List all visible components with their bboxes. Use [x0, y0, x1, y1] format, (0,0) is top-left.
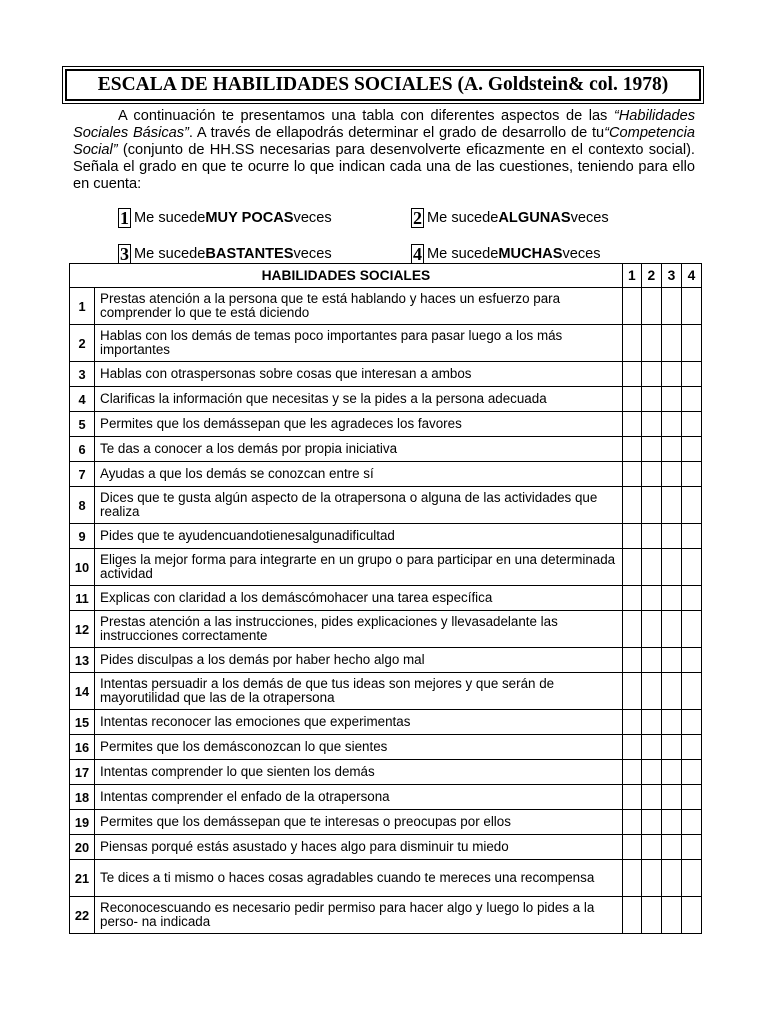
table-row — [70, 611, 702, 648]
row-skill-text: Permites que los demássepan que te interesas o preocupas por ellos — [95, 810, 623, 835]
table-row — [70, 810, 702, 835]
legend-prefix: Me sucede — [134, 246, 206, 262]
score-cell-4[interactable] — [681, 586, 701, 611]
row-skill-text: Dices que te gusta algún aspecto de la otrapersona o alguna de las actividades que realiza — [95, 487, 623, 524]
skills-table — [69, 263, 702, 934]
row-skill-text: Hablas con los demás de temas poco importantes para pasar luego a los más importantes — [95, 325, 623, 362]
row-skill-text: Piensas porqué estás asustado y haces algo para disminuir tu miedo — [95, 835, 623, 860]
score-cell-4[interactable] — [681, 462, 701, 487]
score-cell-4[interactable] — [681, 710, 701, 735]
legend-bold: MUCHAS — [498, 246, 563, 262]
score-cell-1[interactable] — [622, 835, 641, 860]
row-number: 7 — [70, 462, 95, 487]
score-cell-4[interactable] — [681, 897, 701, 934]
table-row — [70, 648, 702, 673]
legend-number: 4 — [413, 244, 422, 264]
score-cell-1[interactable] — [622, 524, 641, 549]
intro-text — [73, 108, 695, 193]
title-text: ESCALA DE HABILIDADES SOCIALES (A. Goldstein& col. 1978) — [97, 74, 669, 95]
score-cell-3[interactable] — [661, 524, 681, 549]
score-cell-2[interactable] — [641, 648, 661, 673]
table-row — [70, 487, 702, 524]
intro-part-3: (conjunto de HH.SS necesarias para desenvolverte eficazmente en el contexto social). Señala el grado en que te ocurre lo que indican cada una de las cuestiones, teniendo para ello en cuenta: — [73, 142, 695, 192]
score-cell-3[interactable] — [661, 735, 681, 760]
score-cell-2[interactable] — [641, 412, 661, 437]
row-number: 4 — [70, 387, 95, 412]
score-cell-3[interactable] — [661, 648, 681, 673]
score-header-3: 3 — [661, 264, 681, 288]
score-cell-1[interactable] — [622, 412, 641, 437]
legend-suffix: veces — [570, 210, 609, 226]
row-skill-text: Pides que te ayudencuandotienesalgunadificultad — [95, 524, 623, 549]
legend-number: 1 — [120, 208, 129, 228]
score-cell-3[interactable] — [661, 586, 681, 611]
table-row — [70, 586, 702, 611]
score-cell-4[interactable] — [681, 549, 701, 586]
table-row — [70, 835, 702, 860]
row-skill-text: Intentas comprender lo que sienten los demás — [95, 760, 623, 785]
row-skill-text: Hablas con otraspersonas sobre cosas que interesan a ambos — [95, 362, 623, 387]
score-header-2: 2 — [641, 264, 661, 288]
table-row — [70, 760, 702, 785]
row-number: 14 — [70, 673, 95, 710]
legend-prefix: Me sucede — [134, 210, 206, 226]
score-cell-4[interactable] — [681, 785, 701, 810]
score-cell-2[interactable] — [641, 897, 661, 934]
intro-italic-1: “Habilidades Sociales Básicas” — [73, 108, 695, 141]
table-row — [70, 735, 702, 760]
score-cell-3[interactable] — [661, 387, 681, 412]
row-skill-text: Permites que los demássepan que les agradeces los favores — [95, 412, 623, 437]
row-skill-text: Intentas reconocer las emociones que experimentas — [95, 710, 623, 735]
score-cell-3[interactable] — [661, 810, 681, 835]
score-cell-4[interactable] — [681, 412, 701, 437]
score-cell-1[interactable] — [622, 362, 641, 387]
score-cell-1[interactable] — [622, 437, 641, 462]
score-cell-2[interactable] — [641, 362, 661, 387]
row-skill-text: Explicas con claridad a los demáscómohacer una tarea específica — [95, 586, 623, 611]
score-cell-3[interactable] — [661, 549, 681, 586]
row-number: 20 — [70, 835, 95, 860]
score-cell-1[interactable] — [622, 387, 641, 412]
score-cell-4[interactable] — [681, 387, 701, 412]
score-cell-4[interactable] — [681, 487, 701, 524]
intro-part-1: A continuación te presentamos una tabla con diferentes aspectos de las — [118, 108, 614, 124]
score-cell-3[interactable] — [661, 860, 681, 897]
score-cell-1[interactable] — [622, 549, 641, 586]
row-skill-text: Intentas persuadir a los demás de que tus ideas son mejores y que serán de mayorutilidad que las de la otrapersona — [95, 673, 623, 710]
score-cell-4[interactable] — [681, 362, 701, 387]
legend-bold: MUY POCAS — [205, 210, 294, 226]
score-cell-2[interactable] — [641, 325, 661, 362]
legend-item-4 — [411, 244, 601, 264]
score-cell-1[interactable] — [622, 860, 641, 897]
row-skill-text: Permites que los demásconozcan lo que sientes — [95, 735, 623, 760]
row-skill-text: Ayudas a que los demás se conozcan entre sí — [95, 462, 623, 487]
table-row — [70, 524, 702, 549]
score-cell-3[interactable] — [661, 362, 681, 387]
legend-number: 2 — [413, 208, 422, 228]
score-cell-2[interactable] — [641, 611, 661, 648]
score-cell-1[interactable] — [622, 897, 641, 934]
score-cell-1[interactable] — [622, 810, 641, 835]
score-cell-2[interactable] — [641, 487, 661, 524]
legend-item-3 — [118, 244, 332, 264]
score-cell-2[interactable] — [641, 785, 661, 810]
row-number: 13 — [70, 648, 95, 673]
legend-item-1 — [118, 208, 332, 228]
legend-bold: ALGUNAS — [498, 210, 571, 226]
score-cell-1[interactable] — [622, 648, 641, 673]
score-cell-2[interactable] — [641, 835, 661, 860]
score-cell-1[interactable] — [622, 710, 641, 735]
row-number: 9 — [70, 524, 95, 549]
score-cell-2[interactable] — [641, 387, 661, 412]
score-cell-1[interactable] — [622, 325, 641, 362]
table-row — [70, 362, 702, 387]
score-cell-1[interactable] — [622, 462, 641, 487]
row-skill-text: Prestas atención a la persona que te está hablando y haces un esfuerzo para comprender lo que te está diciendo — [95, 288, 623, 325]
row-number: 10 — [70, 549, 95, 586]
score-cell-2[interactable] — [641, 760, 661, 785]
table-row — [70, 673, 702, 710]
score-cell-4[interactable] — [681, 325, 701, 362]
table-header-row — [70, 264, 702, 288]
score-cell-2[interactable] — [641, 462, 661, 487]
legend-suffix: veces — [562, 246, 601, 262]
row-number: 22 — [70, 897, 95, 934]
table-row — [70, 785, 702, 810]
score-cell-3[interactable] — [661, 412, 681, 437]
row-number: 12 — [70, 611, 95, 648]
legend-number: 3 — [120, 244, 129, 264]
table-row — [70, 288, 702, 325]
score-cell-1[interactable] — [622, 785, 641, 810]
row-skill-text: Reconocescuando es necesario pedir permiso para hacer algo y luego lo pides a la perso- na indicada — [95, 897, 623, 934]
row-skill-text: Prestas atención a las instrucciones, pides explicaciones y llevasadelante las instrucciones correctamente — [95, 611, 623, 648]
table-body — [70, 288, 702, 934]
row-number: 3 — [70, 362, 95, 387]
row-number: 15 — [70, 710, 95, 735]
table-row — [70, 860, 702, 897]
score-cell-2[interactable] — [641, 860, 661, 897]
score-cell-4[interactable] — [681, 524, 701, 549]
score-cell-2[interactable] — [641, 288, 661, 325]
row-skill-text: Te das a conocer a los demás por propia iniciativa — [95, 437, 623, 462]
row-number: 8 — [70, 487, 95, 524]
score-cell-3[interactable] — [661, 710, 681, 735]
legend-suffix: veces — [293, 246, 332, 262]
score-cell-3[interactable] — [661, 437, 681, 462]
intro-part-2: . A través de ellapodrás determinar el grado de desarrollo de tu — [188, 125, 605, 141]
score-cell-3[interactable] — [661, 611, 681, 648]
page-title — [65, 69, 701, 101]
score-cell-4[interactable] — [681, 835, 701, 860]
row-skill-text: Pides disculpas a los demás por haber hecho algo mal — [95, 648, 623, 673]
score-cell-1[interactable] — [622, 673, 641, 710]
score-cell-4[interactable] — [681, 860, 701, 897]
row-skill-text: Clarificas la información que necesitas y se la pides a la persona adecuada — [95, 387, 623, 412]
row-number: 21 — [70, 860, 95, 897]
table-row — [70, 549, 702, 586]
score-cell-2[interactable] — [641, 524, 661, 549]
legend-prefix: Me sucede — [427, 246, 499, 262]
legend-suffix: veces — [293, 210, 332, 226]
score-cell-4[interactable] — [681, 735, 701, 760]
row-number: 2 — [70, 325, 95, 362]
score-cell-1[interactable] — [622, 760, 641, 785]
score-cell-4[interactable] — [681, 760, 701, 785]
row-number: 11 — [70, 586, 95, 611]
score-cell-4[interactable] — [681, 810, 701, 835]
table-row — [70, 387, 702, 412]
row-number: 18 — [70, 785, 95, 810]
legend-item-2 — [411, 208, 609, 228]
intro-paragraph — [73, 108, 695, 193]
score-cell-2[interactable] — [641, 710, 661, 735]
score-cell-2[interactable] — [641, 810, 661, 835]
legend-prefix: Me sucede — [427, 210, 499, 226]
score-cell-3[interactable] — [661, 785, 681, 810]
row-number: 16 — [70, 735, 95, 760]
score-cell-4[interactable] — [681, 673, 701, 710]
table-header-title: HABILIDADES SOCIALES — [70, 264, 623, 288]
score-cell-3[interactable] — [661, 835, 681, 860]
score-cell-1[interactable] — [622, 611, 641, 648]
score-cell-1[interactable] — [622, 586, 641, 611]
score-cell-2[interactable] — [641, 549, 661, 586]
score-cell-4[interactable] — [681, 288, 701, 325]
table-row — [70, 710, 702, 735]
row-number: 17 — [70, 760, 95, 785]
row-number: 1 — [70, 288, 95, 325]
row-number: 19 — [70, 810, 95, 835]
table-row — [70, 462, 702, 487]
table-row — [70, 325, 702, 362]
score-cell-2[interactable] — [641, 673, 661, 710]
score-cell-3[interactable] — [661, 897, 681, 934]
score-cell-4[interactable] — [681, 648, 701, 673]
score-cell-2[interactable] — [641, 437, 661, 462]
score-cell-2[interactable] — [641, 735, 661, 760]
score-cell-1[interactable] — [622, 288, 641, 325]
row-skill-text: Te dices a ti mismo o haces cosas agradables cuando te mereces una recompensa — [95, 860, 623, 897]
score-cell-3[interactable] — [661, 760, 681, 785]
row-skill-text: Eliges la mejor forma para integrarte en un grupo o para participar en una determinada actividad — [95, 549, 623, 586]
table-row — [70, 437, 702, 462]
row-skill-text: Intentas comprender el enfado de la otrapersona — [95, 785, 623, 810]
score-cell-2[interactable] — [641, 586, 661, 611]
legend-bold: BASTANTES — [205, 246, 294, 262]
score-cell-3[interactable] — [661, 325, 681, 362]
score-cell-3[interactable] — [661, 462, 681, 487]
table-row — [70, 412, 702, 437]
score-cell-1[interactable] — [622, 735, 641, 760]
row-number: 5 — [70, 412, 95, 437]
score-header-1: 1 — [622, 264, 641, 288]
score-header-4: 4 — [681, 264, 701, 288]
score-cell-3[interactable] — [661, 487, 681, 524]
score-cell-4[interactable] — [681, 611, 701, 648]
score-cell-3[interactable] — [661, 673, 681, 710]
row-number: 6 — [70, 437, 95, 462]
score-cell-4[interactable] — [681, 437, 701, 462]
score-cell-1[interactable] — [622, 487, 641, 524]
score-cell-3[interactable] — [661, 288, 681, 325]
intro-italic-2: “Competencia Social” — [73, 125, 695, 158]
table-row — [70, 897, 702, 934]
